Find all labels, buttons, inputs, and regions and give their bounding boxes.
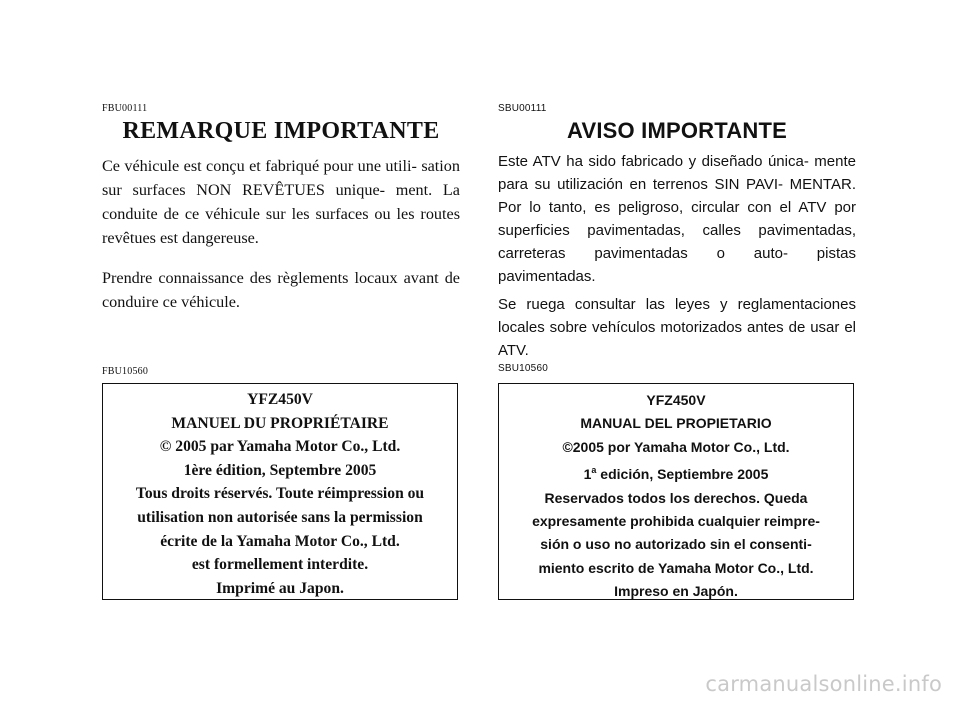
french-section-code: FBU00111 bbox=[102, 103, 148, 114]
french-box-line-rights-2: utilisation non autorisée sans la permission bbox=[137, 508, 423, 526]
french-title: REMARQUE IMPORTANTE bbox=[122, 118, 440, 144]
spanish-box-line-model: YFZ450V bbox=[646, 392, 706, 408]
french-box-line-rights-4: est formellement interdite. bbox=[191, 556, 369, 574]
spanish-box-line-rights-3: sión o uso no autorizado sin el consenti- bbox=[540, 536, 812, 553]
spanish-title: AVISO IMPORTANTE bbox=[567, 118, 787, 143]
french-box-line-copyright: © 2005 par Yamaha Motor Co., Ltd. bbox=[159, 438, 401, 456]
spanish-box-code: SBU10560 bbox=[498, 363, 548, 374]
spanish-box-line-rights-1: Reservados todos los derechos. Queda bbox=[544, 489, 808, 506]
spanish-box-line-printed: Impreso en Japón. bbox=[614, 583, 738, 600]
spanish-section-code: SBU00111 bbox=[498, 103, 547, 114]
french-box-line-rights-3: écrite de la Yamaha Motor Co., Ltd. bbox=[160, 532, 400, 550]
french-paragraph-1: Ce véhicule est conçu et fabriqué pour une utili- sation sur surfaces NON REVÊTUES unique- ment. La conduite de ce véhicule sur les surfaces ou les routes revêtues est dangereuse. bbox=[102, 157, 460, 247]
french-box-code: FBU10560 bbox=[102, 366, 149, 377]
spanish-box-line-rights-4: miento escrito de Yamaha Motor Co., Ltd. bbox=[538, 559, 814, 576]
french-box-line-model: YFZ450V bbox=[247, 391, 313, 408]
spanish-box-line-edition bbox=[499, 459, 853, 486]
french-box-line-rights-1: Tous droits réservés. Toute réimpression ou bbox=[135, 485, 425, 503]
french-box-line-manual: MANUEL DU PROPRIÉTAIRE bbox=[171, 414, 389, 432]
spanish-box-line-copyright: ©2005 por Yamaha Motor Co., Ltd. bbox=[562, 438, 790, 455]
french-box-line-printed: Imprimé au Japon. bbox=[216, 579, 344, 597]
spanish-edition-number: 1 bbox=[583, 466, 592, 483]
french-copyright-box bbox=[102, 383, 458, 600]
french-box-line-edition: 1ère édition, Septembre 2005 bbox=[183, 461, 377, 479]
spanish-copyright-box bbox=[498, 383, 854, 600]
spanish-edition-rest: edición, Septiembre 2005 bbox=[596, 466, 769, 483]
watermark: carmanualsonline.info bbox=[705, 672, 942, 696]
spanish-edition-superscript: a bbox=[591, 465, 597, 476]
spanish-box-line-rights-2: expresamente prohibida cualquier reimpre- bbox=[532, 513, 820, 530]
french-paragraph-2: Prendre connaissance des règlements locaux avant de conduire ce véhicule. bbox=[102, 269, 460, 311]
spanish-box-line-manual: MANUAL DEL PROPIETARIO bbox=[580, 415, 772, 432]
spanish-paragraph-2: Se ruega consultar las leyes y reglamentaciones locales sobre vehículos motorizados antes de usar el ATV. bbox=[498, 296, 856, 359]
spanish-paragraph-1: Este ATV ha sido fabricado y diseñado única- mente para su utilización en terrenos SIN PAVI- MENTAR. Por lo tanto, es peligroso, circular con el ATV por superficies pavimentadas, calles pavimentadas, carreteras pavimentadas o auto- pistas pavimentadas. bbox=[498, 153, 856, 285]
